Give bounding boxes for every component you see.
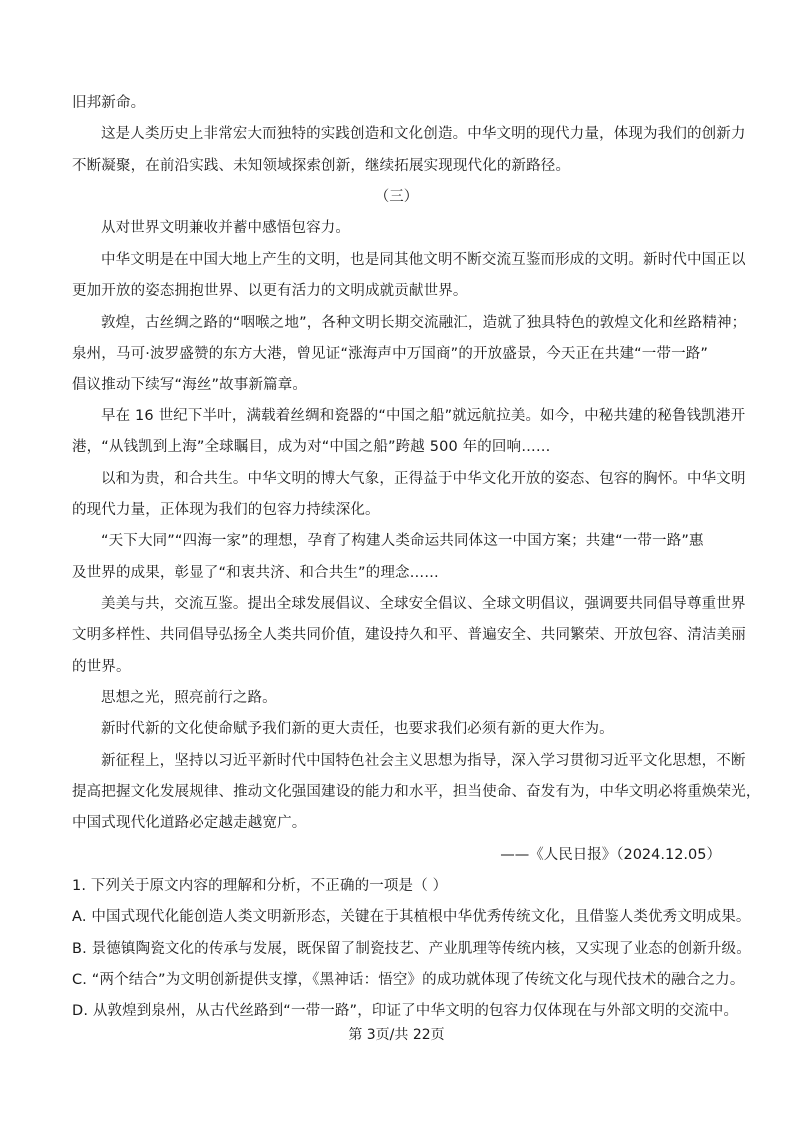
page-number: 第 3页/共 22页 <box>348 1027 445 1043</box>
paragraph-line: 提高把握文化发展规律、推动文化强国建设的能力和水平，担当使命、奋发有为，中华文明必将重焕荣光， <box>72 784 761 800</box>
paragraph-line: 从对世界文明兼收并蓄中感悟包容力。 <box>101 220 351 236</box>
paragraph-line: 中国式现代化道路必定越走越宽广。 <box>72 815 307 831</box>
paragraph-line: 文明多样性、共同倡导弘扬全人类共同价值，建设持久和平、普遍安全、共同繁荣、开放包容、清洁美丽 <box>72 627 746 643</box>
paragraph-line: 旧邦新命。 <box>72 95 146 111</box>
paragraph-line: 不断凝聚，在前沿实践、未知领域探索创新，继续拓展实现现代化的新路径。 <box>72 158 571 174</box>
option-c: C. “两个结合”为文明创新提供支撑，《黑神话：悟空》的成功就体现了传统文化与现代技术的融合之力。 <box>72 972 745 988</box>
paragraph-line: 以和为贵，和合共生。中华文明的博大气象，正得益于中华文化开放的姿态、包容的胸怀。中华文明 <box>101 471 746 487</box>
paragraph-line: “天下大同”“四海一家”的理想，孕育了构建人类命运共同体这一中国方案；共建“一带一路”惠 <box>101 533 704 549</box>
option-b: B. 景德镇陶瓷文化的传承与发展，既保留了制瓷技艺、产业肌理等传统内核，又实现了业态的创新升级。 <box>72 941 751 957</box>
paragraph-line: 的现代力量，正体现为我们的包容力持续深化。 <box>72 502 380 518</box>
option-a: A. 中国式现代化能创造人类文明新形态，关键在于其植根中华优秀传统文化，且借鉴人类优秀文明成果。 <box>72 909 751 925</box>
source-attribution: ——《人民日报》（2024.12.05） <box>500 847 721 863</box>
paragraph-line: 更加开放的姿态拥抱世界、以更有活力的文明成就贡献世界。 <box>72 283 468 299</box>
paragraph-line: 新时代新的文化使命赋予我们新的更大责任，也要求我们必须有新的更大作为。 <box>101 721 614 737</box>
paragraph-line: 港，“从钱凯到上海”全球瞩目，成为对“中国之船”跨越 500 年的回响…… <box>72 439 551 455</box>
paragraph-line: 的世界。 <box>72 659 131 675</box>
paragraph-line: 这是人类历史上非常宏大而独特的实践创造和文化创造。中华文明的现代力量，体现为我们的创新力 <box>101 126 746 142</box>
paragraph-line: 敦煌，古丝绸之路的“咽喉之地”，各种文明长期交流融汇，造就了独具特色的敦煌文化和丝路精神； <box>101 315 747 331</box>
paragraph-line: 泉州，马可·波罗盛赞的东方大港，曾见证“涨海声中万国商”的开放盛景，今天正在共建“一带一路” <box>72 346 709 362</box>
paragraph-line: 早在 16 世纪下半叶，满载着丝绸和瓷器的“中国之船”就远航拉美。如今，中秘共建的秘鲁钱凯港开 <box>101 408 746 424</box>
paragraph-line: 新征程上，坚持以习近平新时代中国特色社会主义思想为指导，深入学习贯彻习近平文化思想，不断 <box>101 753 746 769</box>
section-heading: （三） <box>374 189 419 205</box>
question-stem: 1. 下列关于原文内容的理解和分析，不正确的一项是（ ） <box>72 878 448 894</box>
paragraph-line: 中华文明是在中国大地上产生的文明，也是同其他文明不断交流互鉴而形成的文明。新时代中国正以 <box>101 252 746 268</box>
paragraph-line: 及世界的成果，彰显了“和衷共济、和合共生”的理念…… <box>72 565 439 581</box>
paragraph-line: 思想之光，照亮前行之路。 <box>101 690 277 706</box>
paragraph-line: 美美与共，交流互鉴。提出全球发展倡议、全球安全倡议、全球文明倡议，强调要共同倡导尊重世界 <box>101 596 746 612</box>
paragraph-line: 倡议推动下续写“海丝”故事新篇章。 <box>72 377 308 393</box>
option-d: D. 从敦煌到泉州，从古代丝路到“一带一路”，印证了中华文明的包容力仅体现在与外部文明的交流中。 <box>72 1003 739 1019</box>
